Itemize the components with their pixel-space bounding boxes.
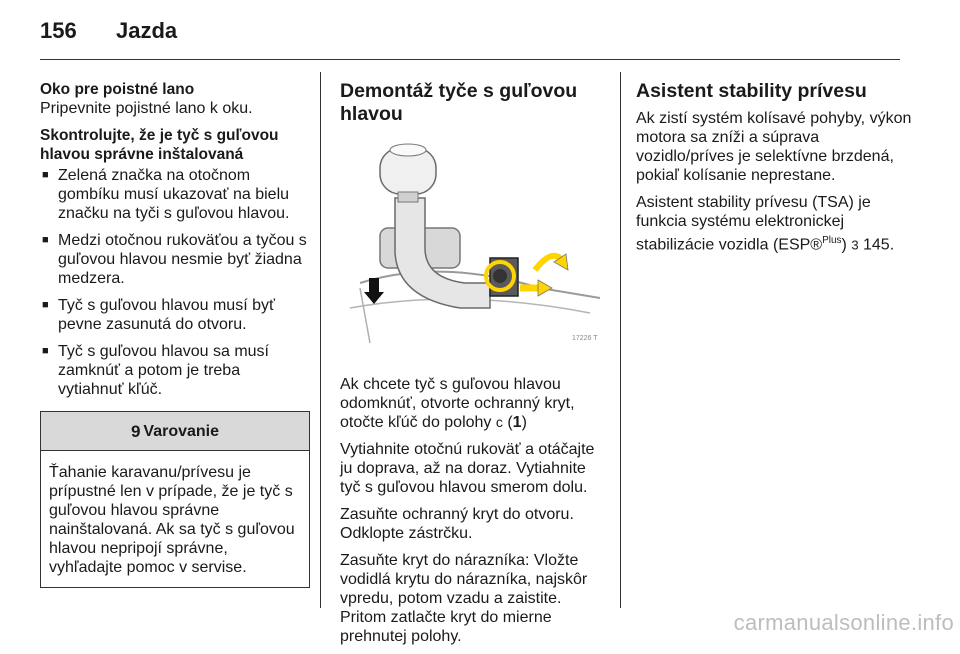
figure-code: 17226 T — [572, 335, 598, 342]
page-header-title: Jazda — [116, 18, 178, 43]
column-divider-1 — [320, 72, 321, 608]
tsa-paragraph-2 — [636, 193, 916, 254]
page-reference-icon: 3 — [851, 237, 859, 253]
column-2 — [340, 80, 610, 654]
unlock-paren-open: ( — [502, 414, 513, 431]
position-number: 1 — [512, 414, 522, 431]
check-list-item: ■ Tyč s guľovou hlavou musí byť pevne zasunutá do otvoru. — [40, 296, 310, 334]
header-rule — [40, 59, 900, 60]
unlock-paren-close: ) — [521, 414, 527, 431]
unlock-paragraph — [340, 375, 610, 432]
warning-header — [41, 412, 309, 451]
page-reference-number: 145. — [858, 236, 895, 254]
lock-open-icon: c — [495, 414, 503, 430]
bumper-cover-paragraph: Zasuňte kryt do nárazníka: Vložte vodidlá krytu do nárazníka, najskôr vpredu, potom vzadu a zaistite. Pritom zatlačte kryt do mierne prehnutej polohy. — [340, 552, 588, 645]
check-list-item: ■ Zelená značka na otočnom gombíku musí ukazovať na bielu značku na tyči s guľovou hlavou. — [40, 166, 310, 223]
warning-title: Varovanie — [143, 422, 220, 440]
tsa-paren-close: ) — [841, 236, 852, 254]
check-list — [40, 166, 310, 399]
cover-paragraph: Zasuňte ochranný kryt do otvoru. Odklopte zástrčku. — [340, 506, 574, 542]
page-number: 156 — [40, 18, 77, 43]
pull-handle-paragraph: Vytiahnite otočnú rukoväť a otáčajte ju doprava, až na doraz. Vytiahnite tyč s guľovou hlavou smerom dolu. — [340, 441, 595, 496]
check-list-item: ■ Tyč s guľovou hlavou sa musí zamknúť a potom je treba vytiahnuť kľúč. — [40, 342, 310, 399]
tsa-text: Asistent stability prívesu (TSA) je funkcia systému elektronickej stabilizácie vozidla (ESP® — [636, 194, 871, 254]
safety-eye-text: Pripevnite pojistné lano k oku. — [40, 100, 253, 117]
tsa-section-title: Asistent stability prívesu — [636, 80, 867, 102]
safety-eye-heading: Oko pre poistné lano — [40, 81, 195, 98]
column-3 — [636, 80, 916, 262]
esp-plus-superscript: Plus — [822, 235, 842, 246]
column-divider-2 — [620, 72, 621, 608]
column-1 — [40, 80, 310, 588]
removal-section-title: Demontáž tyče s guľovou hlavou — [340, 80, 578, 125]
warning-box — [40, 411, 310, 588]
warning-text: Ťahanie karavanu/prívesu je prípustné len v prípade, že je tyč s guľovou hlavou správne nainštalovaná. Ak sa tyč s guľovou hlavou nepripojí správne, vyhľadajte pomoc v servise. — [49, 464, 295, 576]
check-install-heading: Skontrolujte, že je tyč s guľovou hlavou správne inštalovaná — [40, 127, 279, 163]
towbar-removal-illustration — [340, 138, 600, 348]
check-list-item: ■ Medzi otočnou rukoväťou a tyčou s guľovou hlavou nesmie byť žiadna medzera. — [40, 231, 310, 288]
unlock-text: Ak chcete tyč s guľovou hlavou odomknúť, otvorte ochranný kryt, otočte kľúč do polohy — [340, 376, 575, 431]
tsa-paragraph-1: Ak zistí systém kolísavé pohyby, výkon motora sa zníži a súprava vozidlo/príves je selektívne brzdená, pokiaľ kolísanie neprestane. — [636, 110, 912, 184]
watermark: carmanualsonline.info — [733, 610, 954, 635]
warning-triangle-icon: 9 — [130, 421, 141, 441]
